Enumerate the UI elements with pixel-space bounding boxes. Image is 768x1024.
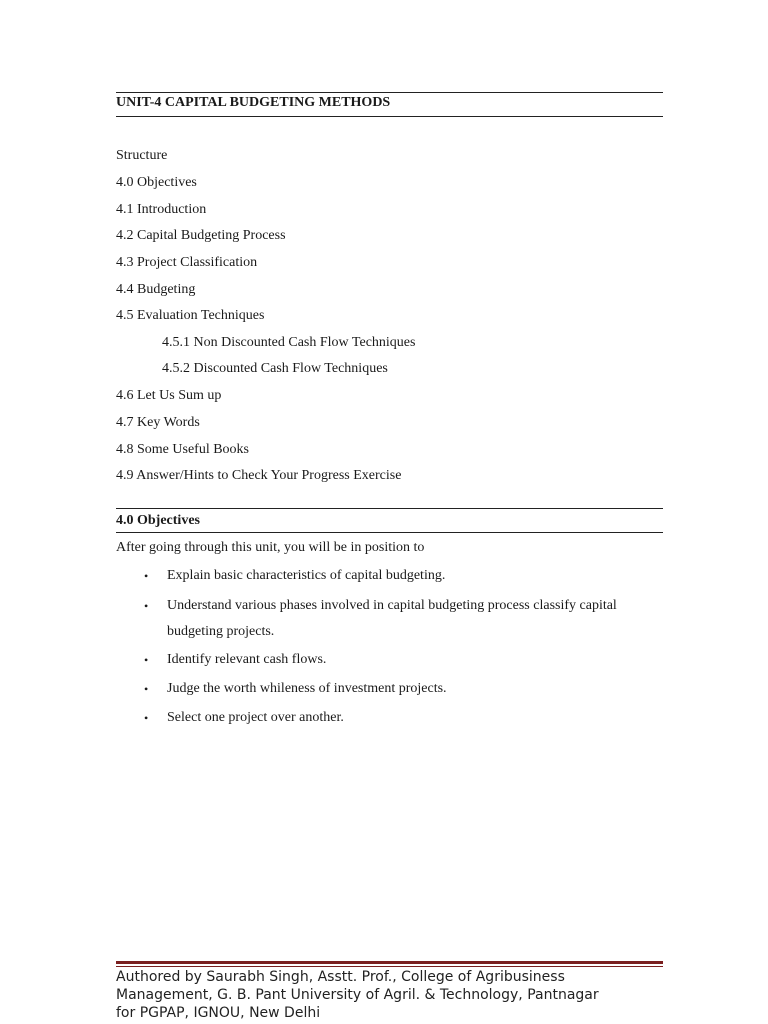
structure-item: 4.4 Budgeting: [116, 282, 196, 297]
structure-heading: Structure: [116, 148, 168, 163]
bullet-icon: •: [144, 569, 149, 583]
bullet-icon: •: [144, 682, 149, 696]
footer-line: Authored by Saurabh Singh, Asstt. Prof., College of Agribusiness: [116, 969, 565, 985]
title-top-rule: [116, 92, 663, 93]
bullet-icon: •: [144, 711, 149, 725]
title-bottom-rule: [116, 116, 663, 117]
structure-item: 4.3 Project Classification: [116, 255, 258, 270]
objectives-top-rule: [116, 508, 663, 509]
objective-item: Judge the worth whileness of investment projects.: [167, 681, 447, 696]
structure-item: 4.7 Key Words: [116, 415, 200, 430]
structure-subitem: 4.5.1 Non Discounted Cash Flow Techniques: [162, 335, 416, 350]
structure-item: 4.0 Objectives: [116, 175, 197, 190]
footer-author-note: [116, 968, 676, 1022]
footer-line: Management, G. B. Pant University of Agril. & Technology, Pantnagar: [116, 987, 599, 1003]
structure-subitem: 4.5.2 Discounted Cash Flow Techniques: [162, 361, 388, 376]
structure-item: 4.8 Some Useful Books: [116, 442, 249, 457]
structure-item: 4.5 Evaluation Techniques: [116, 308, 265, 323]
objective-item: Identify relevant cash flows.: [167, 652, 327, 667]
bullet-icon: •: [144, 653, 149, 667]
objectives-intro: After going through this unit, you will be in position to: [116, 540, 425, 555]
bullet-icon: •: [144, 599, 149, 613]
objectives-bottom-rule: [116, 532, 663, 533]
unit-title: UNIT-4 CAPITAL BUDGETING METHODS: [116, 95, 391, 110]
structure-item: 4.6 Let Us Sum up: [116, 388, 222, 403]
footer-rule-thick: [116, 961, 663, 964]
objective-item: Explain basic characteristics of capital budgeting.: [167, 568, 446, 583]
objective-item: Select one project over another.: [167, 710, 344, 725]
objective-item: Understand various phases involved in capital budgeting process classify capital: [167, 598, 617, 613]
structure-item: 4.9 Answer/Hints to Check Your Progress Exercise: [116, 468, 402, 483]
objectives-heading: 4.0 Objectives: [116, 513, 200, 528]
footer-line: for PGPAP, IGNOU, New Delhi: [116, 1005, 321, 1021]
footer-rule-thin: [116, 966, 663, 967]
objective-item-continuation: budgeting projects.: [167, 624, 275, 639]
structure-item: 4.2 Capital Budgeting Process: [116, 228, 286, 243]
structure-item: 4.1 Introduction: [116, 202, 207, 217]
